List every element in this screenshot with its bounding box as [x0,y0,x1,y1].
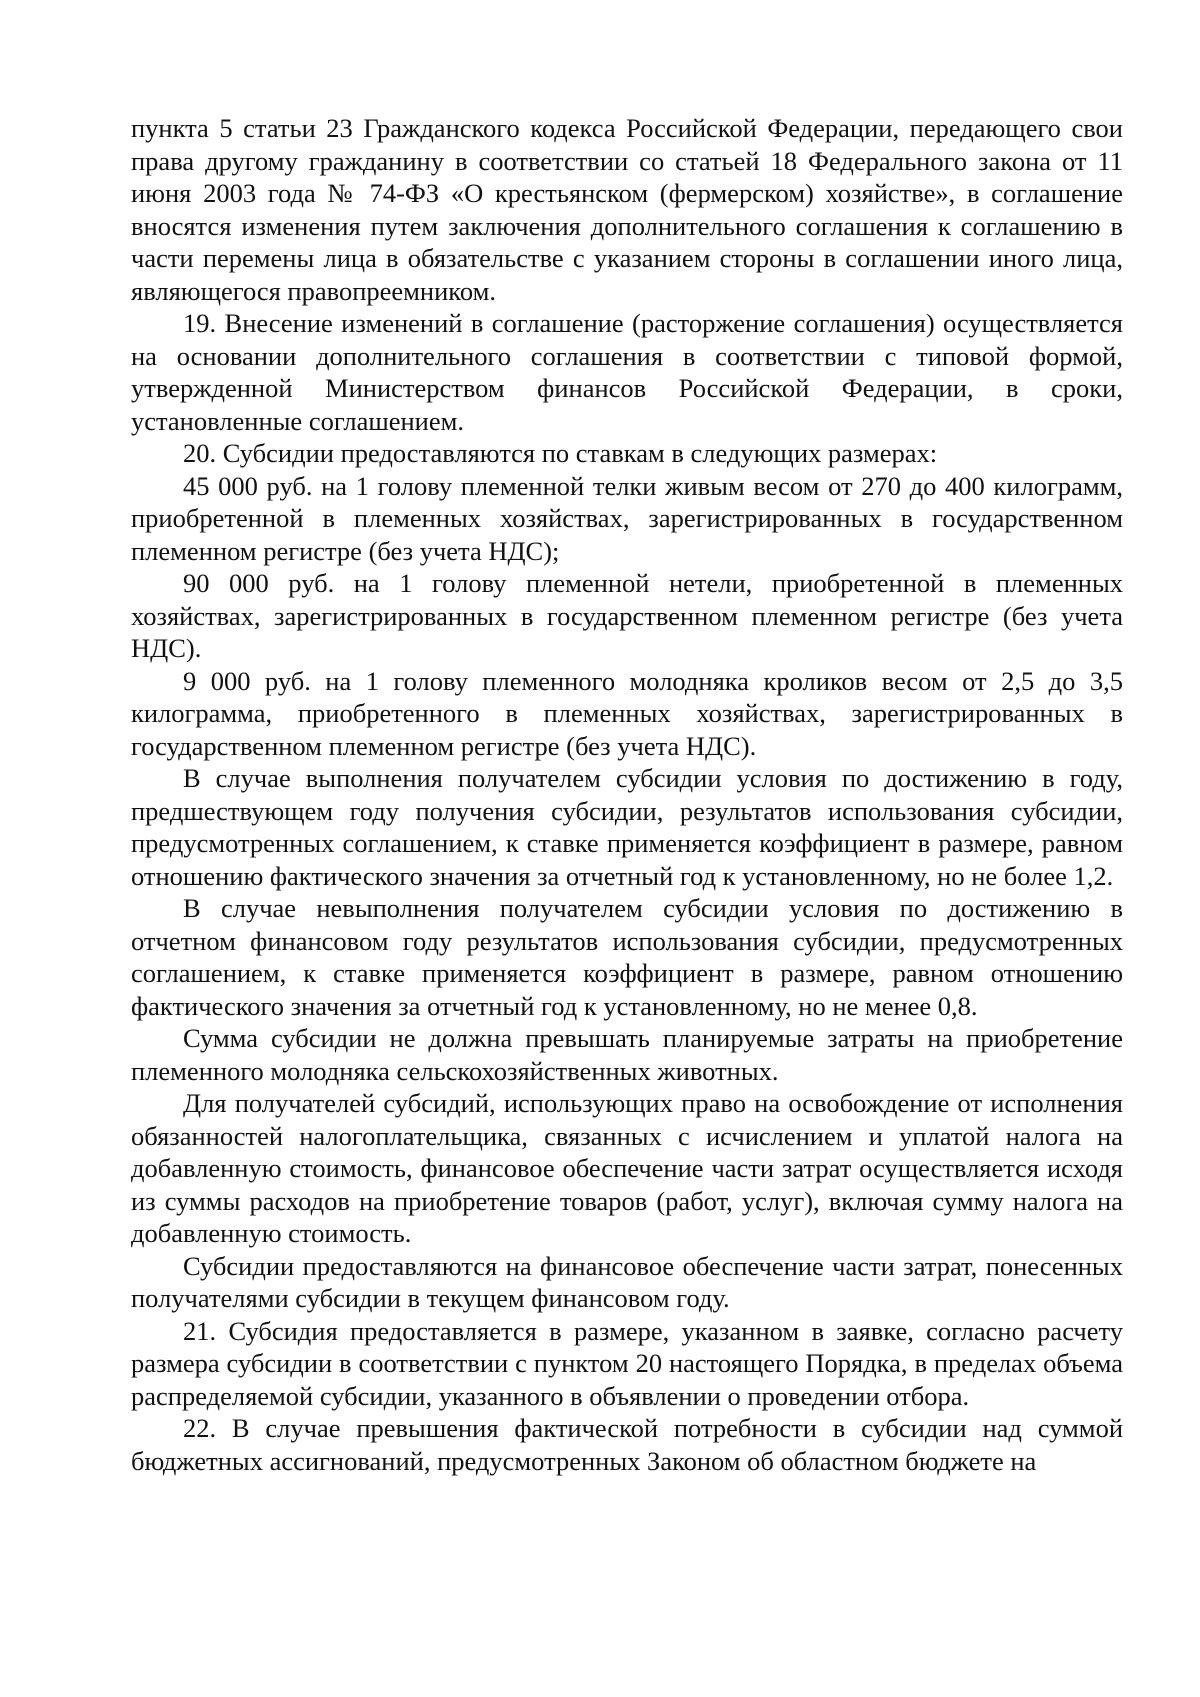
rate-heifer: 45 000 руб. на 1 голову племенной телки живым весом от 270 до 400 килограмм, приобретенной в племенных хозяйствах, зарегистрированных в государственном племенном регистре (без учета НДС); [131,470,1123,566]
document-page [131,112,1123,1477]
rate-rabbits: 9 000 руб. на 1 голову племенного молодняка кроликов весом от 2,5 до 3,5 килограмма, приобретенного в племенных хозяйствах, зарегистрированных в государственном племенном регистре (без учета НДС). [131,665,1123,761]
coefficient-decrease: В случае невыполнения получателем субсидии условия по достижению в отчетном финансовом году результатов использования субсидии, предусмотренных соглашением, к ставке применяется коэффициент в размере, равном отношению фактического значения за отчетный год к установленному, но не менее 0,8. [131,893,1123,1021]
paragraph-21: 21. Субсидия предоставляется в размере, указанном в заявке, согласно расчету размера субсидии в соответствии с пунктом 20 настоящего Порядка, в пределах объема распределяемой субсидии, указанного в объявлении о проведении отбора. [131,1315,1123,1411]
rate-pregnant-heifer: 90 000 руб. на 1 голову племенной нетели, приобретенной в племенных хозяйствах, зарегистрированных в государственном племенном регистре (без учета НДС). [131,568,1123,663]
coefficient-increase: В случае выполнения получателем субсидии условия по достижению в году, предшествующем году получения субсидии, результатов использования субсидии, предусмотренных соглашением, к ставке применяется коэффициент в размере, равном отношению фактического значения за отчетный год к установленному, но не более 1,2. [131,763,1123,891]
subsidy-limit: Сумма субсидии не должна превышать планируемые затраты на приобретение племенного молодняка сельскохозяйственных животных. [131,1023,1123,1086]
paragraph-22: 22. В случае превышения фактической потребности в субсидии над суммой бюджетных ассигнований, предусмотренных Законом об областном бюджете на [131,1413,1123,1476]
current-year-costs: Субсидии предоставляются на финансовое обеспечение части затрат, понесенных получателями субсидии в текущем финансовом году. [131,1250,1123,1313]
paragraph-18-continuation: пункта 5 статьи 23 Гражданского кодекса Российской Федерации, передающего свои права другому гражданину в соответствии со статьей 18 Федерального закона от 11 июня 2003 года № 74-ФЗ «О крестьянском (фермерском) хозяйстве», в соглашение вносятся изменения путем заключения дополнительного соглашения к соглашению в части перемены лица в обязательстве с указанием стороны в соглашении иного лица, являющегося правопреемником. [131,113,1123,306]
paragraph-19: 19. Внесение изменений в соглашение (расторжение соглашения) осуществляется на основании дополнительного соглашения в соответствии с типовой формой, утвержденной Министерством финансов Российской Федерации, в сроки, установленные соглашением. [131,308,1123,436]
vat-exempt-recipients: Для получателей субсидий, использующих право на освобождение от исполнения обязанностей налогоплательщика, связанных с исчислением и уплатой налога на добавленную стоимость, финансовое обеспечение части затрат осуществляется исходя из суммы расходов на приобретение товаров (работ, услуг), включая сумму налога на добавленную стоимость. [131,1088,1123,1248]
paragraph-20: 20. Субсидии предоставляются по ставкам в следующих размерах: [183,438,938,468]
